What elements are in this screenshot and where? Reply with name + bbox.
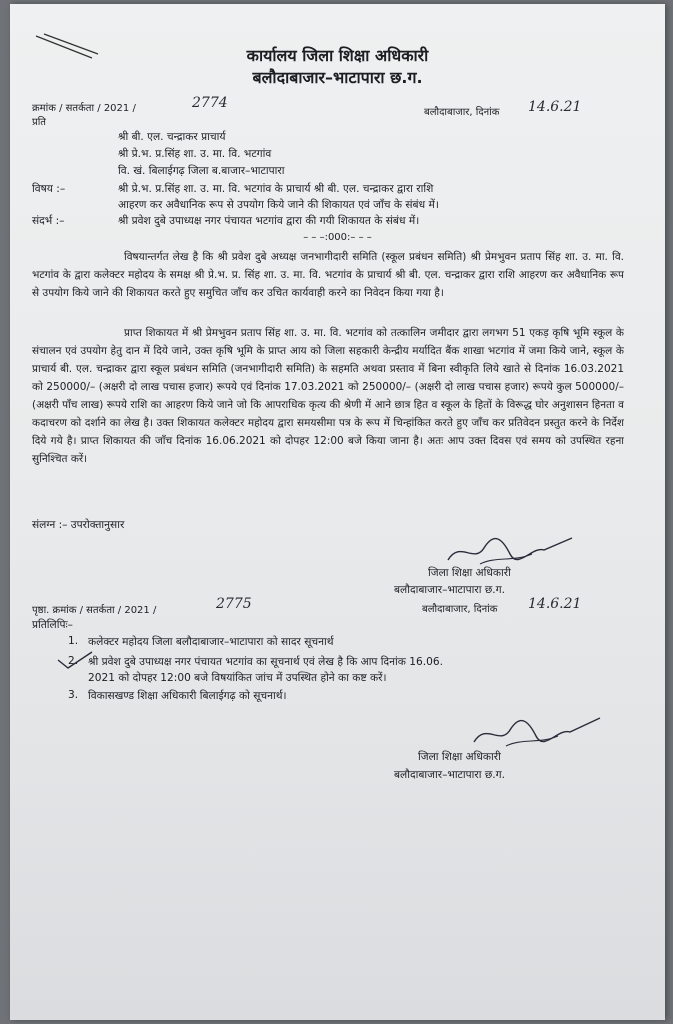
office-heading: कार्यालय जिला शिक्षा अधिकारी (246, 46, 429, 65)
district-heading: बलौदाबाजार–भाटापारा छ.ग. (252, 68, 423, 87)
ref-number: 2774 (192, 95, 228, 111)
body-paragraph-1 (32, 248, 624, 320)
copy-label: प्रतिलिपिः– (32, 619, 73, 631)
divider: – – –:000:– – – (303, 232, 372, 243)
copy-item-number: 2. (68, 655, 79, 667)
paragraph-text: विषयान्तर्गत लेख है कि श्री प्रवेश दुबे अध्यक्ष जनभागीदारी समिति (स्कूल प्रबंधन समिति) श्री प्रेमभुवन प्रताप सिंह शा. उ. मा. वि. भटगांव के द्वारा कलेक्टर महोदय के समक्ष श्री प्रे.भ. प्र. सिंह शा. उ. मा. वि. भटगांव के प्राचार्य श्री बी. एल. चन्द्राकर द्वारा राशि आहरण कर अवैधानिक रूप से उपयोग किये जाने की शिकायत करते हुए समुचित जाँच कर उचित कार्यवाही करने का निवेदन किया गया है। (32, 251, 624, 299)
copy-item-text: श्री प्रवेश दुबे उपाध्यक्ष नगर पंचायत भटगांव का सूचनार्थ एवं लेख है कि आप दिनांक 16.06. (88, 656, 444, 668)
copy-ref-number: 2775 (216, 596, 252, 612)
copy-signatory-title: जिला शिक्षा अधिकारी (418, 751, 501, 763)
recipient-line: वि. खं. बिलाईगढ़ जिला ब.बाजार–भाटापारा (118, 165, 285, 177)
copy-item-number: 3. (68, 689, 79, 701)
enclosure-note: संलग्न :– उपरोक्तानुसार (32, 519, 125, 531)
check-mark (56, 650, 96, 670)
subject-label: विषय :– (32, 183, 66, 195)
copy-item-text: कलेक्टर महोदय जिला बलौदाबाजार–भाटापारा को सादर सूचनार्थ (88, 636, 334, 648)
place-date-label: बलौदाबाजार, दिनांक (424, 107, 500, 118)
letter-page (10, 4, 665, 1020)
recipient-line: श्री प्रे.भ. प्र.सिंह शा. उ. मा. वि. भटगांव (118, 148, 272, 160)
subject-line: श्री प्रे.भ. प्र.सिंह शा. उ. मा. वि. भटगांव के प्राचार्य श्री बी. एल. चन्द्राकर द्वारा राशि (118, 183, 434, 195)
copy-signatory-district: बलौदाबाजार–भाटापारा छ.ग. (394, 769, 505, 781)
copy-place-date-label: बलौदाबाजार, दिनांक (422, 604, 498, 615)
reference-label: संदर्भ :– (32, 215, 65, 227)
letter-date: 14.6.21 (528, 99, 582, 115)
ref-label: क्रमांक / सतर्कता / 2021 / (32, 103, 136, 114)
prati-label: प्रति (32, 117, 46, 128)
copy-date: 14.6.21 (528, 596, 582, 612)
signatory-title: जिला शिक्षा अधिकारी (428, 567, 511, 579)
paragraph-text: प्राप्त शिकायत में श्री प्रेमभुवन प्रताप सिंह शा. उ. मा. वि. भटगांव को तत्कालिन जमीदार द्वारा लगभग 51 एकड़ कृषि भूमि स्कूल के संचालन एवं उपयोग हेतु दान में दिये जाने, उक्त कृषि भूमि के प्राप्त आय को जिला सहकारी केन्द्रीय मर्यादित बैंक शाखा भटगांव में जमा किये जाने, स्कूल के प्राचार्य बी. एल. चन्द्राकर द्वारा स्कूल प्रबंधन समिति (जनभागीदारी समिति) के सहमति अथवा प्रस्ताव में बिना स्वीकृति लिये खाते से दिनांक 16.03.2021 को 250000/– (अक्षरी दो लाख पचास हजार) रूपये एवं दिनांक 17.03.2021 को 250000/– (अक्षरी दो लाख पचास हजार) रूपये कुल 500000/– (अक्षरी पाँच लाख) रूपये राशि का आहरण किये जाने जो कि आपराधिक कृत्य की श्रेणी में आने छात्र हित व स्कूल के हितों के विरूद्ध घोर अनुशासन हिनता व कदाचरण को दर्शाने का लेख है। उक्त शिकायत कलेक्टर महोदय द्वारा समयसीमा पत्र के रूप में चिन्हांकित करते हुए जाँच कर प्रतिवेदन प्रस्तुत करने के निर्देश दिये गये है। प्राप्त शिकायत की जाँच दिनांक 16.06.2021 को दोपहर 12:00 बजे किया जाना है। अतः आप उक्त दिवस एवं समय को उपस्थित रहना सुनिश्चित करें। (32, 327, 624, 465)
copy-item-text: 2021 को दोपहर 12:00 बजे विषयांकित जांच में उपस्थित होने का कष्ट करें। (88, 672, 387, 684)
copy-ref-label: पृष्ठा. क्रमांक / सतर्कता / 2021 / (32, 605, 157, 616)
body-paragraph-2 (32, 324, 624, 522)
subject-line: आहरण कर अवैधानिक रूप से उपयोग किये जाने की शिकायत एवं जाँच के संबंध में। (118, 199, 439, 211)
signatory-district: बलौदाबाजार–भाटापारा छ.ग. (394, 584, 505, 596)
reference-text: श्री प्रवेश दुबे उपाध्यक्ष नगर पंचायत भटगांव द्वारा की गयी शिकायत के संबंध में। (118, 215, 420, 227)
copy-item-text: विकासखण्ड शिक्षा अधिकारी बिलाईगढ़ को सूचनार्थ। (88, 690, 287, 702)
signature (440, 534, 580, 570)
copy-item-number: 1. (68, 635, 79, 647)
signature (466, 716, 606, 752)
recipient-line: श्री बी. एल. चन्द्राकर प्राचार्य (118, 131, 226, 143)
